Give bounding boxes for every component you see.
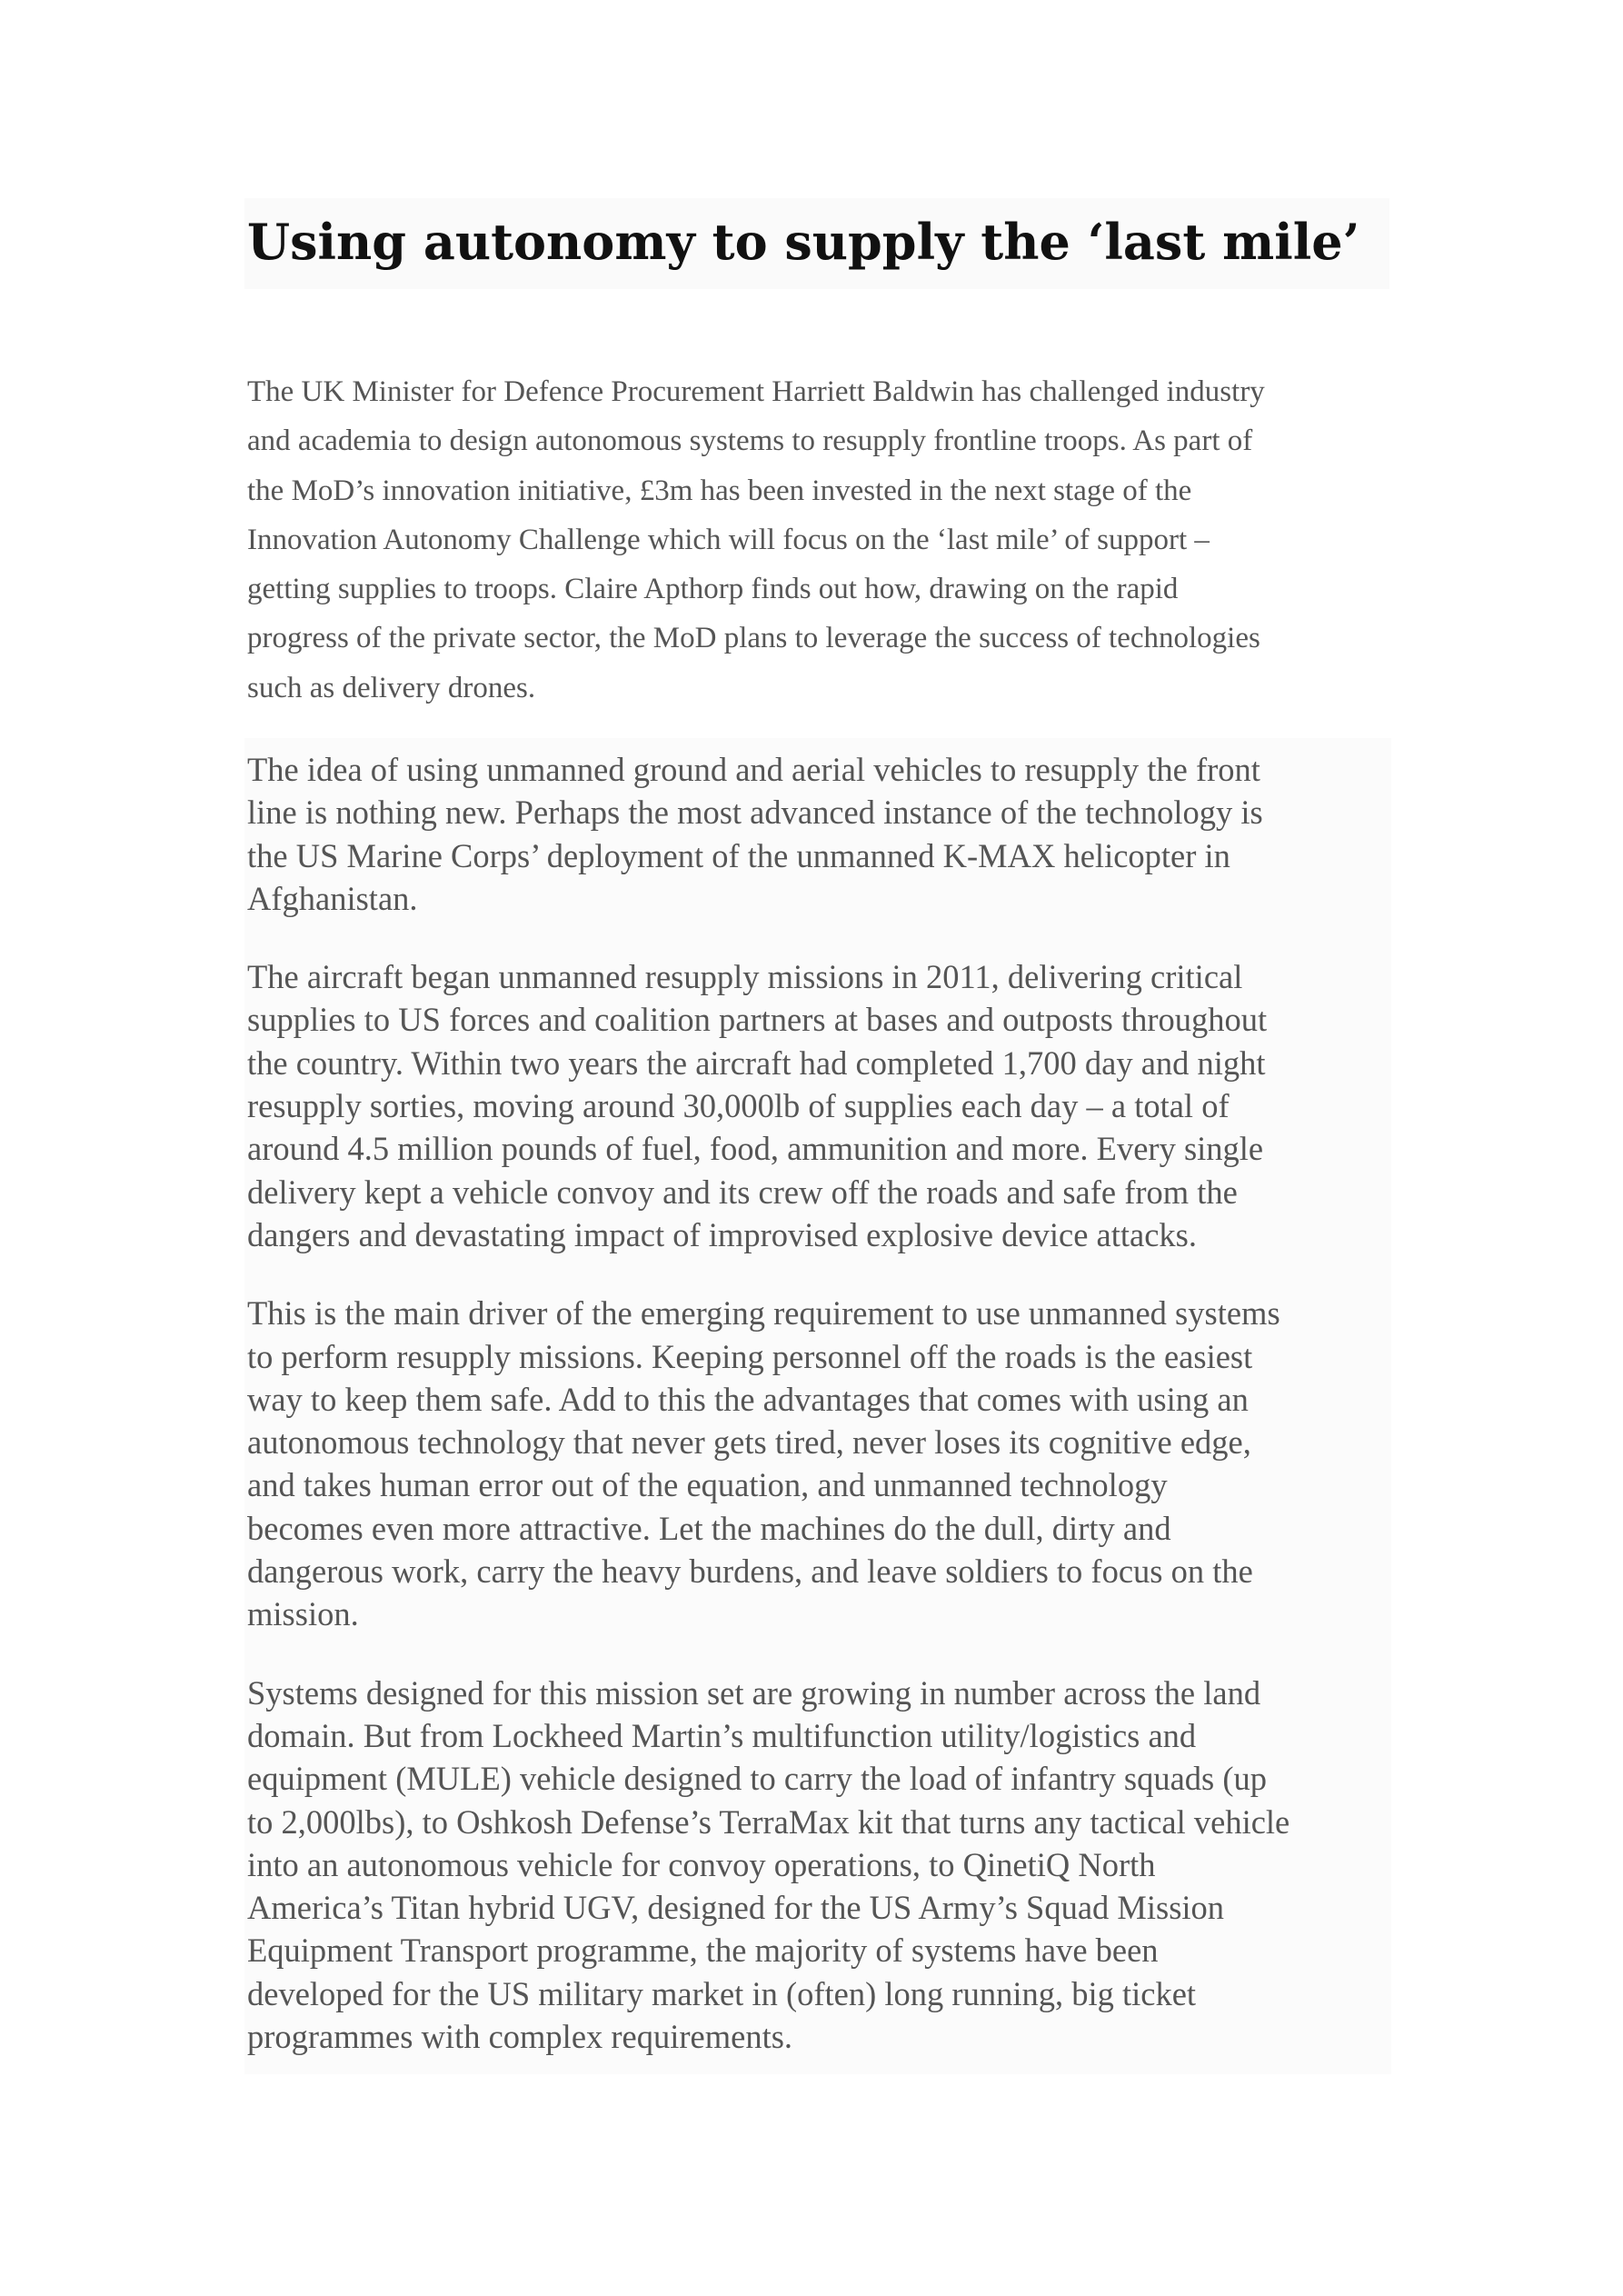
body-line: autonomous technology that never gets tired, never loses its cognitive edge, xyxy=(247,1423,1251,1462)
body-line: dangers and devastating impact of improvised explosive device attacks. xyxy=(247,1215,1197,1253)
page-title: Using autonomy to supply the ‘last mile’ xyxy=(247,213,1360,271)
body-line: Equipment Transport programme, the majority of systems have been xyxy=(247,1932,1159,1970)
body-paragraph-1 xyxy=(247,748,1394,920)
body-line: to 2,000lbs), to Oshkosh Defense’s TerraMax kit that turns any tactical vehicle xyxy=(247,1802,1290,1841)
body-line: to perform resupply missions. Keeping personnel off the roads is the easiest xyxy=(247,1337,1253,1375)
standfirst-line: getting supplies to troops. Claire Apthorp finds out how, drawing on the rapid xyxy=(247,573,1179,606)
body-line: The idea of using unmanned ground and aerial vehicles to resupply the front xyxy=(247,751,1260,788)
article-body xyxy=(247,748,1394,2093)
body-line: around 4.5 million pounds of fuel, food, ammunition and more. Every single xyxy=(247,1130,1264,1168)
standfirst-line: the MoD’s innovation initiative, £3m has been invested in the next stage of the xyxy=(247,474,1192,507)
body-line: supplies to US forces and coalition partners at bases and outposts throughout xyxy=(247,1001,1268,1039)
standfirst-line: The UK Minister for Defence Procurement Harriett Baldwin has challenged industry xyxy=(247,375,1265,408)
body-line: This is the main driver of the emerging requirement to use unmanned systems xyxy=(247,1294,1280,1333)
body-paragraph-2 xyxy=(247,955,1394,1256)
body-line: way to keep them safe. Add to this the advantages that comes with using an xyxy=(247,1380,1249,1418)
body-line: the US Marine Corps’ deployment of the unmanned K-MAX helicopter in xyxy=(247,836,1230,874)
body-line: developed for the US military market in (often) long running, big ticket xyxy=(247,1974,1197,2012)
body-line: programmes with complex requirements. xyxy=(247,2018,793,2056)
body-line: resupply sorties, moving around 30,000lb of supplies each day – a total of xyxy=(247,1087,1230,1125)
body-line: into an autonomous vehicle for convoy operations, to QinetiQ North xyxy=(247,1845,1156,1883)
body-line: and takes human error out of the equation, and unmanned technology xyxy=(247,1466,1168,1504)
body-paragraph-4 xyxy=(247,1672,1394,2059)
body-line: delivery kept a vehicle convoy and its crew off the roads and safe from the xyxy=(247,1173,1238,1211)
body-line: The aircraft began unmanned resupply missions in 2011, delivering critical xyxy=(247,958,1243,996)
body-line: line is nothing new. Perhaps the most advanced instance of the technology is xyxy=(247,794,1263,832)
body-line: becomes even more attractive. Let the machines do the dull, dirty and xyxy=(247,1509,1171,1547)
standfirst-line: and academia to design autonomous systems to resupply frontline troops. As part of xyxy=(247,424,1253,458)
body-line: Systems designed for this mission set are growing in number across the land xyxy=(247,1673,1261,1712)
body-line: the country. Within two years the aircraft had completed 1,700 day and night xyxy=(247,1043,1266,1082)
standfirst-line: Innovation Autonomy Challenge which will focus on the ‘last mile’ of support – xyxy=(247,523,1210,556)
standfirst-line: such as delivery drones. xyxy=(247,671,536,704)
body-line: dangerous work, carry the heavy burdens, and leave soldiers to focus on the xyxy=(247,1552,1253,1591)
body-line: mission. xyxy=(247,1595,359,1633)
body-line: Afghanistan. xyxy=(247,879,418,917)
body-line: equipment (MULE) vehicle designed to carry the load of infantry squads (up xyxy=(247,1760,1268,1798)
standfirst-line: progress of the private sector, the MoD plans to leverage the success of technologies xyxy=(247,622,1260,655)
body-line: America’s Titan hybrid UGV, designed for the US Army’s Squad Mission xyxy=(247,1889,1225,1927)
body-line: domain. But from Lockheed Martin’s multifunction utility/logistics and xyxy=(247,1716,1197,1754)
article-standfirst xyxy=(247,367,1392,713)
body-paragraph-3 xyxy=(247,1292,1394,1635)
